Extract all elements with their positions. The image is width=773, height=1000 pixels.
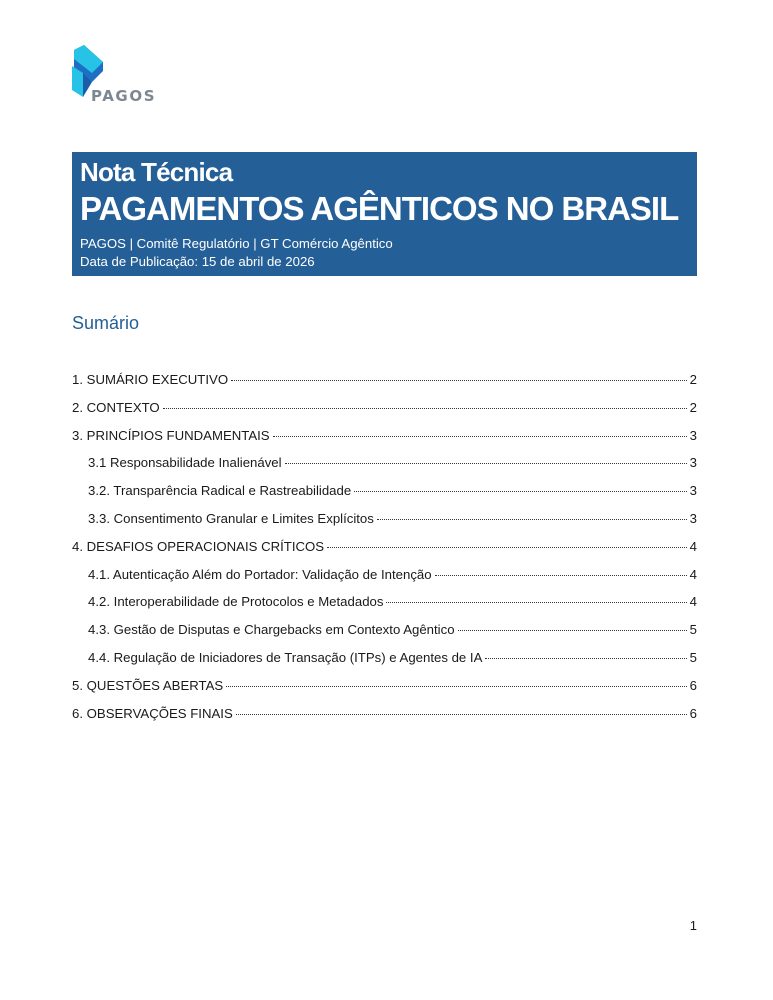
toc-entry-label: 3.1 Responsabilidade Inalienável <box>88 455 282 471</box>
toc-entry-page: 4 <box>689 594 697 610</box>
toc-entry-page: 2 <box>689 372 697 387</box>
toc-leader-dots <box>226 686 686 687</box>
toc-entry-label: 4.2. Interoperabilidade de Protocolos e Metadados <box>88 594 384 610</box>
toc-entry[interactable] <box>72 565 697 593</box>
toc-entry-page: 5 <box>689 622 697 638</box>
toc-leader-dots <box>354 491 686 492</box>
toc-entry-label: 3. PRINCÍPIOS FUNDAMENTAIS <box>72 427 270 443</box>
toc-entry[interactable] <box>72 509 697 537</box>
title-banner <box>72 152 697 276</box>
document-authors: PAGOS | Comitê Regulatório | GT Comércio Agêntico <box>80 236 393 251</box>
toc-entry-page: 3 <box>689 483 697 499</box>
toc-leader-dots <box>273 436 687 437</box>
document-kicker: Nota Técnica <box>80 157 233 187</box>
toc-entry-label: 3.2. Transparência Radical e Rastreabilidade <box>88 483 352 499</box>
logo-wordmark: PAGOS <box>91 87 157 105</box>
toc-entry-label: 4. DESAFIOS OPERACIONAIS CRÍTICOS <box>72 538 325 554</box>
toc-entry[interactable] <box>72 676 697 704</box>
publication-date: Data de Publicação: 15 de abril de 2026 <box>80 253 315 269</box>
toc-entry[interactable] <box>72 481 697 509</box>
toc-leader-dots <box>163 408 687 409</box>
toc-entry-page: 2 <box>689 399 697 415</box>
toc-entry-label: 3.3. Consentimento Granular e Limites Explícitos <box>88 510 374 526</box>
toc-leader-dots <box>285 463 687 464</box>
toc-entry-page: 3 <box>689 510 697 526</box>
toc-entry[interactable] <box>72 648 697 676</box>
toc-entry-page: 3 <box>689 427 697 443</box>
table-of-contents <box>72 370 697 731</box>
toc-leader-dots <box>231 380 687 381</box>
toc-leader-dots <box>386 602 686 603</box>
toc-entry-page: 4 <box>689 566 697 582</box>
toc-entry-label: 4.4. Regulação de Iniciadores de Transação (ITPs) e Agentes de IA <box>88 649 483 665</box>
toc-leader-dots <box>377 519 687 520</box>
toc-entry[interactable] <box>72 704 697 732</box>
toc-entry-page: 5 <box>689 649 697 665</box>
toc-entry[interactable] <box>72 620 697 648</box>
toc-entry-label: 1. SUMÁRIO EXECUTIVO <box>72 372 229 387</box>
toc-leader-dots <box>435 575 687 576</box>
toc-entry-label: 5. QUESTÕES ABERTAS <box>72 677 224 693</box>
toc-entry[interactable] <box>72 398 697 426</box>
toc-entry[interactable] <box>72 370 697 398</box>
toc-heading: Sumário <box>72 313 140 333</box>
toc-entry-label: 4.1. Autenticação Além do Portador: Validação de Intenção <box>88 566 432 582</box>
toc-entry[interactable] <box>72 537 697 565</box>
toc-entry-label: 6. OBSERVAÇÕES FINAIS <box>72 705 233 721</box>
toc-entry-label: 2. CONTEXTO <box>72 399 160 415</box>
toc-entry-page: 4 <box>689 538 697 554</box>
toc-entry[interactable] <box>72 426 697 454</box>
toc-leader-dots <box>458 630 687 631</box>
toc-entry-page: 3 <box>689 455 697 471</box>
toc-entry[interactable] <box>72 453 697 481</box>
toc-entry-page: 6 <box>689 705 697 721</box>
page-number: 1 <box>689 918 697 933</box>
toc-entry-label: 4.3. Gestão de Disputas e Chargebacks em Contexto Agêntico <box>88 622 455 638</box>
toc-entry-page: 6 <box>689 677 697 693</box>
toc-entry[interactable] <box>72 592 697 620</box>
toc-leader-dots <box>485 658 686 659</box>
document-title: PAGAMENTOS AGÊNTICOS NO BRASIL <box>80 190 679 227</box>
toc-leader-dots <box>327 547 687 548</box>
toc-leader-dots <box>236 714 687 715</box>
